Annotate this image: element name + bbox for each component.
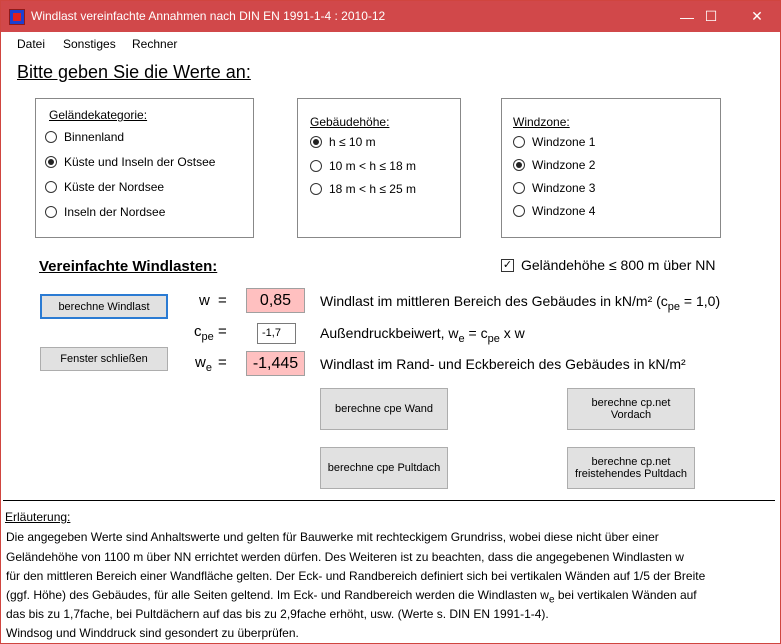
radio-hoehe-2[interactable] xyxy=(310,158,416,174)
w-equals: = xyxy=(218,292,227,309)
cpnet-pultdach-button[interactable] xyxy=(567,447,695,489)
menu-bar xyxy=(1,32,780,54)
app-icon xyxy=(9,9,25,25)
menu-rechner[interactable]: Rechner xyxy=(132,37,178,51)
radio-dot[interactable] xyxy=(310,160,322,172)
we-description: Windlast im Rand- und Eckbereich des Gebäudes in kN/m² xyxy=(320,356,686,372)
radio-ostsee[interactable] xyxy=(45,154,215,170)
radio-dot[interactable] xyxy=(310,183,322,195)
windzone-title: Windzone: xyxy=(513,115,570,129)
radio-label: Binnenland xyxy=(64,130,125,144)
radio-label: Windzone 1 xyxy=(532,135,596,149)
radio-label: 18 m < h ≤ 25 m xyxy=(329,182,416,196)
cpe-input[interactable]: -1,7 xyxy=(257,323,296,344)
radio-binnenland[interactable] xyxy=(45,129,124,145)
w-symbol: w xyxy=(199,292,210,309)
cpe-description: Außendruckbeiwert, $w_e = c_{pe}$ x w xyxy=(320,325,525,345)
radio-windzone-2[interactable] xyxy=(513,157,595,173)
radio-dot[interactable] xyxy=(45,181,57,193)
radio-label: Windzone 3 xyxy=(532,181,596,195)
we-value: -1,445 xyxy=(246,351,305,376)
gelaendehoehe-checkbox[interactable] xyxy=(501,257,715,273)
cpe-equals: = xyxy=(218,323,227,340)
we-symbol: $w_e$ xyxy=(195,354,212,374)
maximize-icon[interactable]: ☐ xyxy=(704,8,718,24)
explanation-line: Windsog und Winddruck sind gesondert zu überprüfen. xyxy=(6,626,299,640)
radio-label: h ≤ 10 m xyxy=(329,135,376,149)
gelaende-title: Geländekategorie: xyxy=(49,108,148,122)
cpe-pultdach-button[interactable]: berechne cpe Pultdach xyxy=(320,447,448,489)
window-title: Windlast vereinfachte Annahmen nach DIN EN 1991-1-4 : 2010-12 xyxy=(31,9,386,23)
page-heading: Bitte geben Sie die Werte an: xyxy=(17,62,251,82)
radio-label: Küste und Inseln der Ostsee xyxy=(64,155,216,169)
explanation-line: Die angegeben Werte sind Anhaltswerte und gelten für Bauwerke mit rechteckigem Grundriss, wobei diese nicht über einer xyxy=(6,530,659,544)
explanation-line: Geländehöhe von 1100 m über NN errichtet werden dürfen. Des Weiteren ist zu beachten, dass die angegebenen Windlasten w xyxy=(6,550,684,564)
cpe-wand-button[interactable]: berechne cpe Wand xyxy=(320,388,448,430)
checkbox-label: Geländehöhe ≤ 800 m über NN xyxy=(521,257,716,273)
cpe-symbol: $c_{pe}$ xyxy=(194,323,214,343)
radio-label: 10 m < h ≤ 18 m xyxy=(329,159,416,173)
radio-label: Windzone 2 xyxy=(532,158,596,172)
radio-dot-selected[interactable] xyxy=(513,159,525,171)
radio-nordsee-inseln[interactable] xyxy=(45,204,165,220)
minimize-icon[interactable]: — xyxy=(680,8,694,25)
radio-dot[interactable] xyxy=(513,182,525,194)
radio-windzone-1[interactable] xyxy=(513,134,595,150)
title-bar[interactable] xyxy=(1,1,780,32)
gelaende-group xyxy=(35,98,254,238)
cpnet-pultdach-label-2: freistehendes Pultdach xyxy=(575,468,687,480)
hoehe-title: Gebäudehöhe: xyxy=(310,115,390,129)
radio-dot[interactable] xyxy=(45,206,57,218)
radio-windzone-4[interactable] xyxy=(513,203,595,219)
menu-sonstiges[interactable]: Sonstiges xyxy=(63,37,116,51)
radio-label: Inseln der Nordsee xyxy=(64,205,166,219)
radio-hoehe-1[interactable] xyxy=(310,134,376,150)
check-icon[interactable]: ✓ xyxy=(502,258,513,271)
explanation-line: für den mittleren Bereich einer Wandfläche gelten. Der Eck- und Randbereich definiert sich bei vertikalen Wänden auf 1/5 der Breite xyxy=(6,569,706,583)
windzone-group xyxy=(501,98,721,238)
explanation-line: das bis zu 1,7fache, bei Pultdächern auf das bis zu 2,9fache erhöht, usw. (Werte s. DIN EN 1991-1-4). xyxy=(6,607,549,621)
radio-windzone-3[interactable] xyxy=(513,180,595,196)
divider xyxy=(3,500,775,501)
cpnet-vordach-label-1: berechne cp.net xyxy=(591,397,671,409)
radio-nordsee-kueste[interactable] xyxy=(45,179,164,195)
explanation-title: Erläuterung: xyxy=(5,510,71,524)
close-icon[interactable]: ✕ xyxy=(751,8,763,24)
menu-datei[interactable]: Datei xyxy=(17,37,46,51)
radio-label: Küste der Nordsee xyxy=(64,180,165,194)
w-value: 0,85 xyxy=(246,288,305,313)
cpnet-vordach-button[interactable] xyxy=(567,388,695,430)
we-equals: = xyxy=(218,354,227,371)
results-heading: Vereinfachte Windlasten: xyxy=(39,258,218,275)
explanation-line: (ggf. Höhe) des Gebäudes, für alle Seiten geltend. Im Eck- und Randbereich werden die Windlasten $w_e$ bei vertikalen Wänden auf xyxy=(6,588,697,606)
radio-dot[interactable] xyxy=(513,205,525,217)
radio-dot-selected[interactable] xyxy=(310,136,322,148)
hoehe-group xyxy=(297,98,461,238)
cpnet-pultdach-label-1: berechne cp.net xyxy=(591,456,671,468)
radio-dot[interactable] xyxy=(45,131,57,143)
compute-windlast-button[interactable]: berechne Windlast xyxy=(40,294,168,319)
radio-label: Windzone 4 xyxy=(532,204,596,218)
radio-dot-selected[interactable] xyxy=(45,156,57,168)
radio-hoehe-3[interactable] xyxy=(310,181,416,197)
w-description: Windlast im mittleren Bereich des Gebäudes in kN/m² $(c_{pe} = 1,0)$ xyxy=(320,293,721,313)
cpnet-vordach-label-2: Vordach xyxy=(610,409,652,421)
close-window-button[interactable]: Fenster schließen xyxy=(40,347,168,371)
radio-dot[interactable] xyxy=(513,136,525,148)
